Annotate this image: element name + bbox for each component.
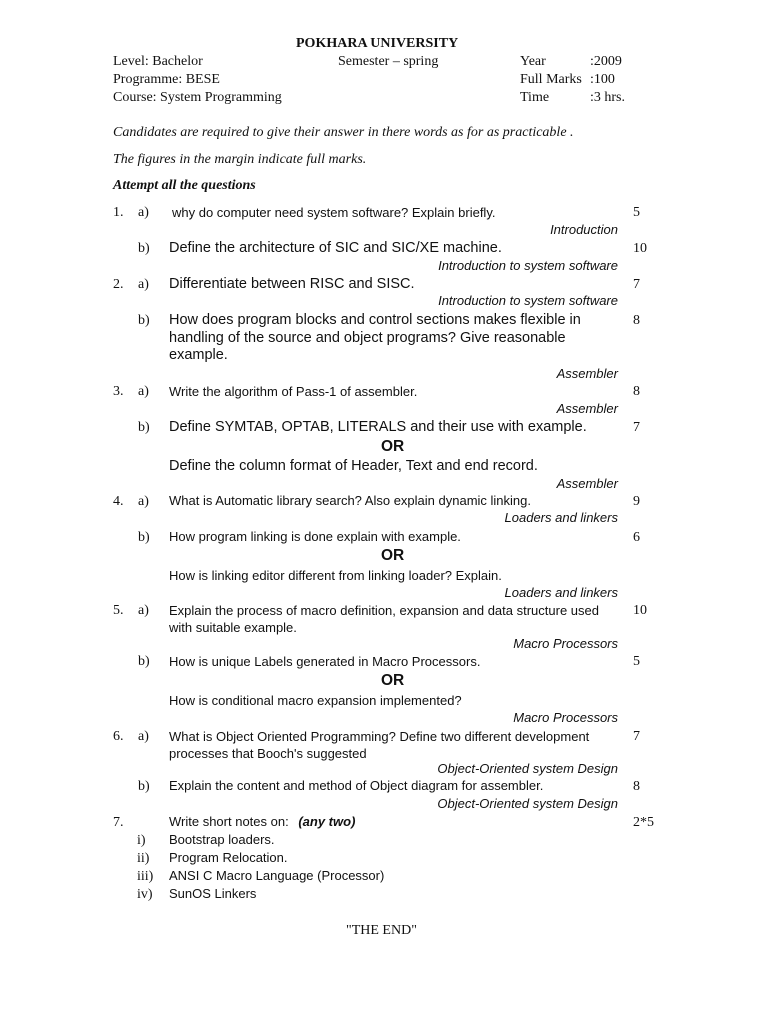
q7-any-two: (any two) bbox=[298, 814, 356, 829]
q1a-label: a) bbox=[138, 205, 149, 220]
time-value: :3 hrs. bbox=[590, 90, 625, 105]
time-label: Time bbox=[520, 90, 550, 105]
q7-item-text: ANSI C Macro Language (Processor) bbox=[169, 868, 385, 883]
q7-prompt: Write short notes on: bbox=[169, 814, 289, 829]
course-text: Course: System Programming bbox=[113, 90, 282, 105]
the-end-text: "THE END" bbox=[346, 923, 417, 938]
q7-item-text: Program Relocation. bbox=[169, 850, 288, 865]
q1b-marks: 10 bbox=[633, 241, 647, 256]
q3a-marks: 8 bbox=[633, 384, 640, 399]
q1b-label: b) bbox=[138, 241, 150, 256]
q4b-topic: Loaders and linkers bbox=[504, 585, 618, 600]
q3b-alt-text: Define the column format of Header, Text and end record. bbox=[169, 458, 538, 474]
q1a-marks: 5 bbox=[633, 205, 640, 220]
q2a-marks: 7 bbox=[633, 277, 640, 292]
q7-item-label: ii) bbox=[137, 851, 150, 866]
q2a-label: a) bbox=[138, 277, 149, 292]
q1b-topic: Introduction to system software bbox=[438, 258, 618, 273]
q3a-topic: Assembler bbox=[556, 401, 618, 416]
full-marks-value: :100 bbox=[590, 72, 615, 87]
q2a-topic: Introduction to system software bbox=[438, 293, 618, 308]
q5-number: 5. bbox=[113, 603, 124, 618]
q4b-text: How program linking is done explain with example. bbox=[169, 529, 461, 544]
q4a-text: What is Automatic library search? Also explain dynamic linking. bbox=[169, 493, 531, 508]
year-value: :2009 bbox=[590, 54, 622, 69]
q1a-text: why do computer need system software? Explain briefly. bbox=[172, 205, 496, 220]
q7-item-label: iii) bbox=[137, 869, 154, 884]
q6a-text: What is Object Oriented Programming? Define two different development processes that Booch's suggested bbox=[169, 729, 590, 761]
q7-marks: 2*5 bbox=[633, 815, 654, 830]
q6b-text: Explain the content and method of Object diagram for assembler. bbox=[169, 778, 544, 793]
q3a-text: Write the algorithm of Pass-1 of assembler. bbox=[169, 384, 418, 399]
q2a-text: Differentiate between RISC and SISC. bbox=[169, 276, 415, 292]
q5b-marks: 5 bbox=[633, 654, 640, 669]
q3-or-divider: OR bbox=[381, 438, 405, 455]
q5b-alt-text: How is conditional macro expansion implemented? bbox=[169, 693, 462, 708]
q6b-topic: Object-Oriented system Design bbox=[437, 796, 618, 811]
q4b-marks: 6 bbox=[633, 530, 640, 545]
q4a-marks: 9 bbox=[633, 494, 640, 509]
year-label: Year bbox=[520, 54, 546, 69]
q5a-label: a) bbox=[138, 603, 149, 618]
q7-item-label: iv) bbox=[137, 887, 153, 902]
q5a-text: Explain the process of macro definition, expansion and data structure used with suitable example. bbox=[169, 603, 599, 635]
q3b-marks: 7 bbox=[633, 420, 640, 435]
university-title: POKHARA UNIVERSITY bbox=[296, 36, 459, 51]
instruction-line-1: Candidates are required to give their answer in there words as for as practicable . bbox=[113, 125, 574, 140]
q6b-label: b) bbox=[138, 779, 150, 794]
q6a-topic: Object-Oriented system Design bbox=[437, 761, 618, 776]
q4-or-divider: OR bbox=[381, 547, 405, 564]
q4b-label: b) bbox=[138, 530, 150, 545]
q3-number: 3. bbox=[113, 384, 124, 399]
q1b-text: Define the architecture of SIC and SIC/XE machine. bbox=[169, 240, 502, 256]
q6b-marks: 8 bbox=[633, 779, 640, 794]
q2b-marks: 8 bbox=[633, 313, 640, 328]
q7-item-label: i) bbox=[137, 833, 146, 848]
q4b-alt-text: How is linking editor different from linking loader? Explain. bbox=[169, 568, 502, 583]
level-text: Level: Bachelor bbox=[113, 54, 203, 69]
q7-number: 7. bbox=[113, 815, 124, 830]
q2-number: 2. bbox=[113, 277, 124, 292]
q1a-topic: Introduction bbox=[550, 222, 618, 237]
q5b-topic: Macro Processors bbox=[513, 710, 618, 725]
q4a-topic: Loaders and linkers bbox=[504, 510, 618, 525]
attempt-all-text: Attempt all the questions bbox=[113, 178, 256, 193]
q3b-label: b) bbox=[138, 420, 150, 435]
q1-number: 1. bbox=[113, 205, 124, 220]
q5-or-divider: OR bbox=[381, 672, 405, 689]
q5a-topic: Macro Processors bbox=[513, 636, 618, 651]
q6a-label: a) bbox=[138, 729, 149, 744]
q5b-label: b) bbox=[138, 654, 150, 669]
programme-text: Programme: BESE bbox=[113, 72, 220, 87]
q4-number: 4. bbox=[113, 494, 124, 509]
instruction-line-2: The figures in the margin indicate full marks. bbox=[113, 152, 367, 167]
q7-item-text: SunOS Linkers bbox=[169, 886, 257, 901]
full-marks-label: Full Marks bbox=[520, 72, 582, 87]
q3a-label: a) bbox=[138, 384, 149, 399]
q6a-marks: 7 bbox=[633, 729, 640, 744]
q5a-marks: 10 bbox=[633, 603, 647, 618]
q6-number: 6. bbox=[113, 729, 124, 744]
q3b-text: Define SYMTAB, OPTAB, LITERALS and their use with example. bbox=[169, 419, 587, 435]
q7-text bbox=[169, 814, 355, 829]
q2b-text: How does program blocks and control sections makes flexible in handling of the source and object programs? Give reasonable example. bbox=[169, 312, 581, 363]
q7-item-text: Bootstrap loaders. bbox=[169, 832, 275, 847]
semester-text: Semester – spring bbox=[338, 54, 439, 69]
q4a-label: a) bbox=[138, 494, 149, 509]
q2b-label: b) bbox=[138, 313, 150, 328]
q5b-text: How is unique Labels generated in Macro Processors. bbox=[169, 654, 481, 669]
q2b-topic: Assembler bbox=[556, 366, 618, 381]
q3b-topic: Assembler bbox=[556, 476, 618, 491]
